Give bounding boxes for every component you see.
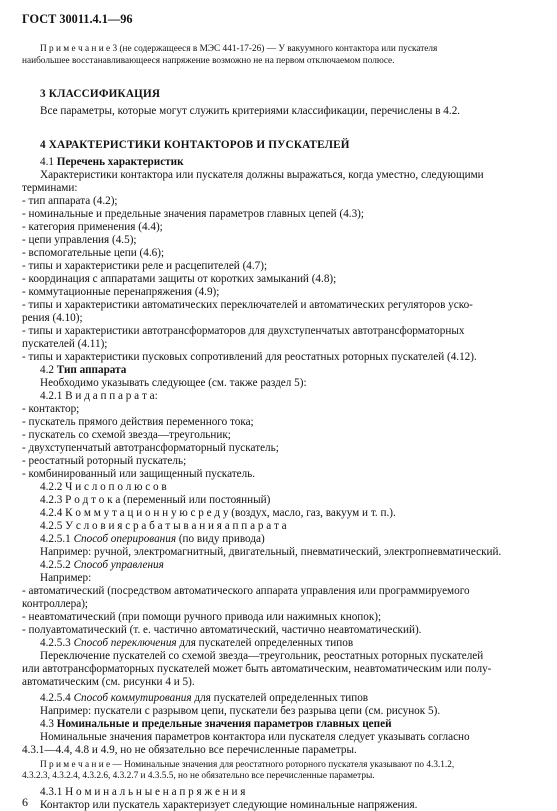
s41-title: Перечень характеристик xyxy=(56,156,184,168)
s423-text: (переменный или постоянный) xyxy=(120,494,271,506)
s4253-para-line-2: или автотрансформаторных пускателей может быть автоматическим, неавтоматическим или полу- xyxy=(22,663,492,675)
list-item: - реостатный роторный пускатель; xyxy=(22,455,187,467)
s423-title: Р о д т о к а xyxy=(65,494,121,506)
s4251-title: Способ оперирования xyxy=(73,533,177,545)
s43-note-line-2: 4.3.2.3, 4.3.2.4, 4.3.2.6, 4.3.2.7 и 4.3.5.5, но не обязательно все перечисленные параметры. xyxy=(22,771,375,781)
s43-number: 4.3 xyxy=(40,718,54,730)
s41-heading xyxy=(40,156,184,169)
s43-para-line-1: Номинальные значения параметров контактора или пускателя следует указывать согласно xyxy=(40,731,470,743)
s42-title: Тип аппарата xyxy=(56,364,127,376)
s421-heading xyxy=(40,390,158,403)
s421-title: В и д а п п а р а т а: xyxy=(65,390,158,402)
s423-heading xyxy=(40,494,270,507)
s4254-text: для пускателей определенных типов xyxy=(191,692,369,704)
s424-number: 4.2.4 xyxy=(40,507,63,519)
s43-title: Номинальные и предельные значения параметров главных цепей xyxy=(56,718,392,730)
s4253-number: 4.2.5.3 xyxy=(40,637,71,649)
s4253-text: для пускателей определенных типов xyxy=(176,637,354,649)
s425-heading xyxy=(40,520,287,533)
s423-number: 4.2.3 xyxy=(40,494,63,506)
list-item: - комбинированный или защищенный пускатель. xyxy=(22,468,256,480)
note3-label: П р и м е ч а н и е xyxy=(40,44,111,54)
note3-text: 3 (не содержащееся в МЭС 441-17-26) — У вакуумного контактора или пускателя xyxy=(110,44,438,54)
s4252-heading xyxy=(40,559,164,572)
s4252-example: Например: xyxy=(40,572,92,584)
s4254-example: Например: пускатели с разрывом цепи, пускатели без разрыва цепи (см. рисунок 5). xyxy=(40,705,441,717)
note3-line-2: наибольшее восстанавливающееся напряжение возможно не на первом отключаемом полюсе. xyxy=(22,56,395,66)
s4251-text: (по виду привода) xyxy=(176,533,265,545)
section3-text: Все параметры, которые могут служить критериями классификации, перечислены в 4.2. xyxy=(40,105,461,117)
s43-note-label: П р и м е ч а н и е xyxy=(40,760,111,770)
s4253-heading xyxy=(40,637,353,650)
s4252-number: 4.2.5.2 xyxy=(40,559,71,571)
list-item: - неавтоматический (при помощи ручного привода или нажимных кнопок); xyxy=(22,611,382,623)
list-item: - типы и характеристики автотрансформаторов для двухступенчатых автотрансформаторных xyxy=(22,325,465,337)
s41-number: 4.1 xyxy=(40,156,54,168)
list-item: - коммутационные перенапряжения (4.9); xyxy=(22,286,220,298)
s4254-heading xyxy=(40,692,368,705)
list-item: - цепи управления (4.5); xyxy=(22,234,137,246)
list-item: - пускатель прямого действия переменного тока; xyxy=(22,416,254,428)
s43-para-line-2: 4.3.1—4.4, 4.8 и 4.9, но не обязательно все перечисленные параметры. xyxy=(22,744,357,756)
s4253-title: Способ переключения xyxy=(73,637,177,649)
s431-title: Н о м и н а л ь н ы е н а п р я ж е н и я xyxy=(65,786,246,798)
list-item: - типы и характеристики пусковых сопротивлений для реостатных роторных пускателей (4.12). xyxy=(22,351,477,363)
s425-number: 4.2.5 xyxy=(40,520,63,532)
s424-title: К о м м у т а ц и о н н у ю с р е д у xyxy=(65,507,229,519)
s424-text: (воздух, масло, газ, вакуум и т. п.). xyxy=(228,507,396,519)
section3-heading: 3 КЛАССИФИКАЦИЯ xyxy=(40,88,161,100)
s431-text: Контактор или пускатель характеризует следующие номинальные напряжения. xyxy=(40,799,418,811)
s431-number: 4.3.1 xyxy=(40,786,63,798)
s43-heading xyxy=(40,718,392,731)
list-item-continuation: рения (4.10); xyxy=(22,312,83,324)
list-item-continuation: контроллера); xyxy=(22,598,89,610)
list-item: - пускатель со схемой звезда—треугольник; xyxy=(22,429,231,441)
s422-title: Ч и с л о п о л ю с о в xyxy=(65,481,167,493)
s4254-number: 4.2.5.4 xyxy=(40,692,71,704)
section4-heading: 4 ХАРАКТЕРИСТИКИ КОНТАКТОРОВ И ПУСКАТЕЛЕЙ xyxy=(40,139,350,151)
page-number: 6 xyxy=(22,795,28,809)
s422-number: 4.2.2 xyxy=(40,481,63,493)
s4253-para-line-3: автоматическим (см. рисунки 4 и 5). xyxy=(22,676,195,688)
s422-heading xyxy=(40,481,167,494)
s4251-example: Например: ручной, электромагнитный, двигательный, пневматический, электропневматический. xyxy=(40,546,502,558)
s4254-title: Способ коммутирования xyxy=(73,692,192,704)
s431-heading xyxy=(40,786,245,799)
list-item: - тип аппарата (4.2); xyxy=(22,195,118,207)
note3-line-1 xyxy=(40,44,437,55)
list-item: - двухступенчатый автотрансформаторный пускатель; xyxy=(22,442,279,454)
list-item: - координация с аппаратами защиты от коротких замыканий (4.8); xyxy=(22,273,337,285)
s421-number: 4.2.1 xyxy=(40,390,63,402)
list-item-continuation: пускателей (4.11); xyxy=(22,338,108,350)
s4253-para-line-1: Переключение пускателей со схемой звезда—треугольник, реостатных роторных пускателей xyxy=(40,650,484,662)
s42-number: 4.2 xyxy=(40,364,54,376)
s4251-heading xyxy=(40,533,265,546)
list-item: - типы и характеристики автоматических переключателей и автоматических регуляторов уско- xyxy=(22,299,473,311)
list-item: - типы и характеристики реле и расцепителей (4.7); xyxy=(22,260,268,272)
s41-intro-line-2: терминами: xyxy=(22,182,78,194)
s42-intro: Необходимо указывать следующее (см. также раздел 5): xyxy=(40,377,307,389)
s42-heading xyxy=(40,364,126,377)
s43-note-line-1 xyxy=(40,760,454,771)
s4252-title: Способ управления xyxy=(73,559,164,571)
list-item: - полуавтоматический (т. е. частично автоматический, частично неавтоматический). xyxy=(22,624,422,636)
standard-code-header: ГОСТ 30011.4.1—96 xyxy=(22,12,133,26)
s424-heading xyxy=(40,507,396,520)
list-item: - категория применения (4.4); xyxy=(22,221,163,233)
s425-title: У с л о в и я с р а б а т ы в а н и я а п п а р а т а xyxy=(65,520,287,532)
list-item: - контактор; xyxy=(22,403,80,415)
list-item: - вспомогательные цепи (4.6); xyxy=(22,247,165,259)
s43-note-text: — Номинальные значения для реостатного роторного пускателя указывают по 4.3.1.2, xyxy=(110,760,455,770)
list-item: - номинальные и предельные значения параметров главных цепей (4.3); xyxy=(22,208,365,220)
s4251-number: 4.2.5.1 xyxy=(40,533,71,545)
s41-intro-line-1: Характеристики контактора или пускателя должны выражаться, когда уместно, следующими xyxy=(40,169,484,181)
list-item: - автоматический (посредством автоматического аппарата управления или программируемого xyxy=(22,585,470,597)
